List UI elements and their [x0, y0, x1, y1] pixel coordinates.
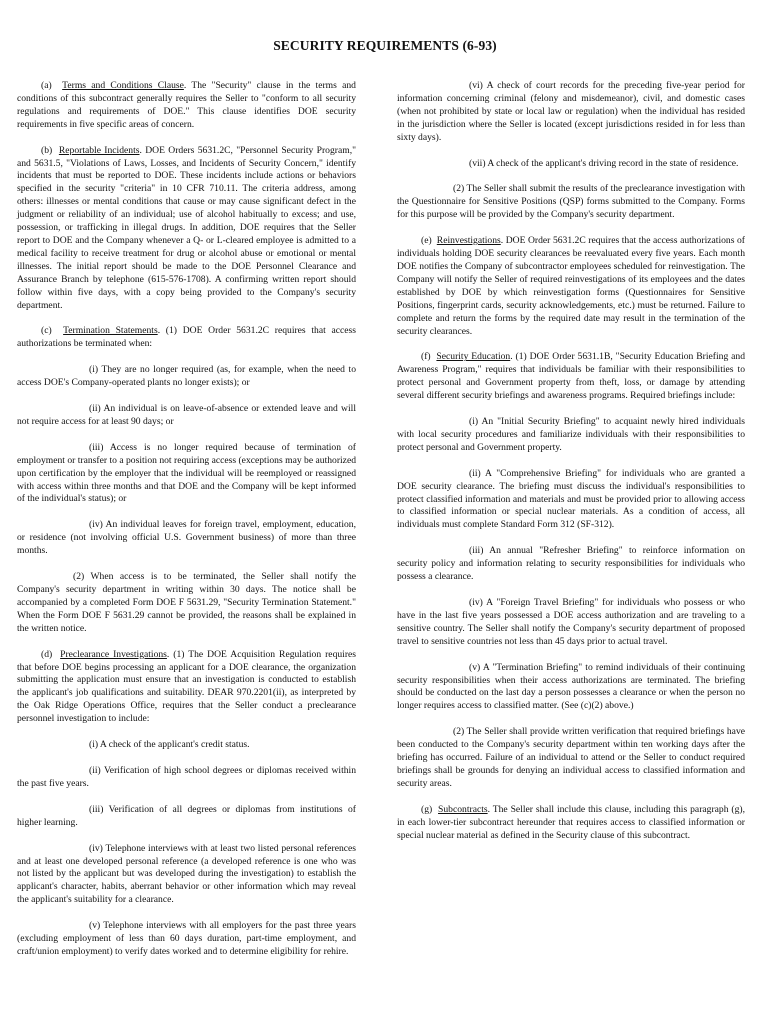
paragraph-e: [397, 235, 745, 338]
section-heading: Termination Statements: [63, 325, 158, 337]
paragraph-body: . (1) DOE Order 5631.2C requires that access authorizations be terminated when:: [17, 325, 357, 350]
paragraph-g: [397, 804, 745, 843]
paragraph-f: [397, 351, 745, 403]
paragraph-d-vi: (vi) A check of court records for the preceding five-year period for information concerning criminal (felony and misdemeanor), civil, and domestic cases (when not prohibited by state or local law or regulation) when the individual has resided in the jurisdiction where the Seller is located (except jurisdictions resided in for less than sixty days).: [397, 80, 745, 143]
paragraph-c-ii: (ii) An individual is on leave-of-absence or extended leave and will not require access for at least 90 days; or: [17, 403, 356, 427]
paragraph-label: (a): [41, 80, 63, 91]
paragraph-label: (g): [421, 803, 439, 815]
paragraph-d-v: (v) Telephone interviews with all employers for the past three years (excluding employment of less than 60 days duration, part-time employment, and craft/union employment) to verify dates worked and to determine eligibility for rehire.: [17, 920, 356, 957]
paragraph-c-i: (i) They are no longer required (as, for example, when the need to access DOE's Company-operated plants no longer exists); or: [17, 364, 356, 389]
paragraph-label: (e): [421, 235, 437, 247]
right-column: [397, 80, 745, 856]
paragraph-body: . (1) The DOE Acquisition Regulation requires that before DOE begins processing an applicant for a DOE clearance, the organization submitting the application must ensure that an investigation is conducted to establish the applicant's job qualifications and suitability. DEAR 970.2201(ii), as interpreted by the Oak Ridge Operations Office, requires that the Seller conduct a preclearance personnel investigation to include:: [17, 648, 357, 725]
section-heading: Reinvestigations: [436, 235, 501, 247]
paragraph-d-2: (2) The Seller shall submit the results of the preclearance investigation with the Questionnaire for Sensitive Positions (QSP) forms submitted to the Company. Forms for this purpose will be provided by the Company's security department.: [397, 183, 745, 221]
paragraph-body: . DOE Order 5631.2C requires that the access authorizations of individuals holding DOE security clearances be reevaluated every five years. Each month DOE notifies the Company of subcontractor employees scheduled for reinvestigation. The Company will notify the Seller of required reinvestigations of its employees and the dates established by DOE by which reinvestigation forms (Questionnaires for Sensitive Positions, fingerprint cards, security acknowledgements, etc.) must be returned. Failure to complete and return the forms by the required date may result in the termination of the security clearances.: [397, 235, 745, 337]
left-column: [17, 80, 356, 972]
paragraph-c: [17, 325, 356, 351]
paragraph-c-iv: (iv) An individual leaves for foreign travel, employment, education, or residence (not involving official U.S. Government business) of more than three months.: [17, 519, 356, 557]
paragraph-label: (f): [421, 351, 437, 363]
section-heading: Subcontracts: [438, 803, 488, 815]
paragraph-body: . (1) DOE Order 5631.1B, "Security Education Briefing and Awareness Program," requires that individuals be familiar with their responsibilities to protect personal and Government property from theft, loss, or damage by attending several different security briefings and awareness programs. Required briefings include:: [397, 351, 746, 402]
paragraph-c-2: (2) When access is to be terminated, the Seller shall notify the Company's security department in writing within 30 days. The notice shall be accompanied by a completed Form DOE F 5631.29, "Security Termination Statement." When the Form DOE F 5631.29 cannot be provided, the reasons shall be explained in the written notice.: [17, 571, 356, 634]
paragraph-f-iv: (iv) A "Foreign Travel Briefing" for individuals who possess or who have in the last five years possessed a DOE access authorization and are traveling to a sensitive country. The Seller shall notify the Company's security department of proposed travel to sensitive countries not less than 45 days prior to actual travel.: [397, 597, 745, 647]
section-heading: Preclearance Investigations: [60, 648, 167, 660]
paragraph-f-ii: (ii) A "Comprehensive Briefing" for individuals who are granted a DOE security clearance. The briefing must discuss the individual's responsibilities to protect classified information and materials and must be provided prior to allowing access to classified information or special nuclear materials. As a condition of access, all individuals must complete Standard Form 312 (SF-312).: [397, 467, 745, 531]
paragraph-a: [17, 80, 356, 132]
paragraph-f-i: (i) An "Initial Security Briefing" to acquaint newly hired individuals with local security procedures and familiarize individuals with their responsibilities to protect personal and Government property.: [397, 416, 745, 453]
paragraph-d-i: (i) A check of the applicant's credit status.: [89, 739, 250, 751]
section-heading: Reportable Incidents: [58, 144, 140, 156]
paragraph-b: [17, 145, 356, 313]
paragraph-d-iv: (iv) Telephone interviews with at least two listed personal references and at least one developed personal reference (a developed reference is one who was not listed by the applicant but was developed during the investigation) to establish the applicant's character, habits, aberrant behavior or other information which may reveal the applicant's suitability for a clearance.: [17, 842, 356, 906]
paragraph-d-iii: (iii) Verification of all degrees or diplomas from institutions of higher learning.: [17, 803, 356, 828]
paragraph-body: . The Seller shall include this clause, including this paragraph (g), in each lower-tier subcontract hereunder that requires access to classified information or special nuclear material as defined in the Security clause of this subcontract.: [397, 803, 745, 841]
paragraph-body: . DOE Orders 5631.2C, "Personnel Security Program," and 5631.5, "Violations of Laws, Losses, and Incidents of Security Concern," identify incidents that must be reported to DOE. These incidents include actions or behaviors specified in the security "criteria" in 10 CFR 710.11. The criteria address, among others: illnesses or mental conditions that cause or may cause significant defect in the judgment or reliability of an individual; use of alcohol habitually to excess; and use, possession, or trafficking in illegal drugs. In addition, DOE requires that the Seller report to DOE and the Company whenever a Q- or L-cleared employee is admitted to a medical facility to receive treatment for drug or alcohol abuse or emotional or mental illnesses. The initial report should be made to the DOE Personnel Clearance and Assurance Branch by telephone (615-576-1708). A confirming written report should follow within five days, with a copy being provided to the Company's security department.: [17, 144, 357, 311]
paragraph-c-iii: (iii) Access is no longer required because of termination of employment or transfer to a position not requiring access (exceptions may be authorized upon certification by the employer that the individual will be reemployed or reassigned with access within three months and that DOE and the Company will be kept informed of the individual's status); or: [17, 441, 356, 505]
page-title: SECURITY REQUIREMENTS (6-93): [273, 38, 497, 53]
paragraph-f-iii: (iii) An annual "Refresher Briefing" to reinforce information on security policy and information relating to security responsibilities for individuals who possess a clearance.: [397, 545, 745, 583]
section-heading: Terms and Conditions Clause: [62, 80, 184, 91]
section-heading: Security Education: [436, 351, 511, 363]
paragraph-label: (d): [41, 648, 61, 660]
paragraph-label: (b): [41, 144, 59, 156]
paragraph-d: [17, 649, 356, 726]
paragraph-body: . The "Security" clause in the terms and conditions of this subcontract generally requires the Seller to "conform to all security regulations and requirements of DOE." This clause identifies DOE security requirements in five specific areas of concern.: [17, 80, 356, 130]
paragraph-f-v: (v) A "Termination Briefing" to remind individuals of their continuing security responsibilities when their access authorizations are terminated. The briefing should be conducted on the last day a person possesses a clearance or when the person no longer requires access to classified matter. (See (c)(2) above.): [397, 661, 745, 712]
paragraph-f-2: (2) The Seller shall provide written verification that required briefings have been conducted to the Company's security department within ten working days after the briefing has occurred. Failure of an individual to attend or the Seller to conduct required briefings shall be grounds for denying an individual access to classified information and security areas.: [397, 726, 745, 789]
paragraph-label: (c): [41, 325, 64, 337]
paragraph-d-vii: (vii) A check of the applicant's driving record in the state of residence.: [469, 157, 739, 169]
paragraph-d-ii: (ii) Verification of high school degrees or diplomas received within the past five years.: [17, 764, 356, 789]
